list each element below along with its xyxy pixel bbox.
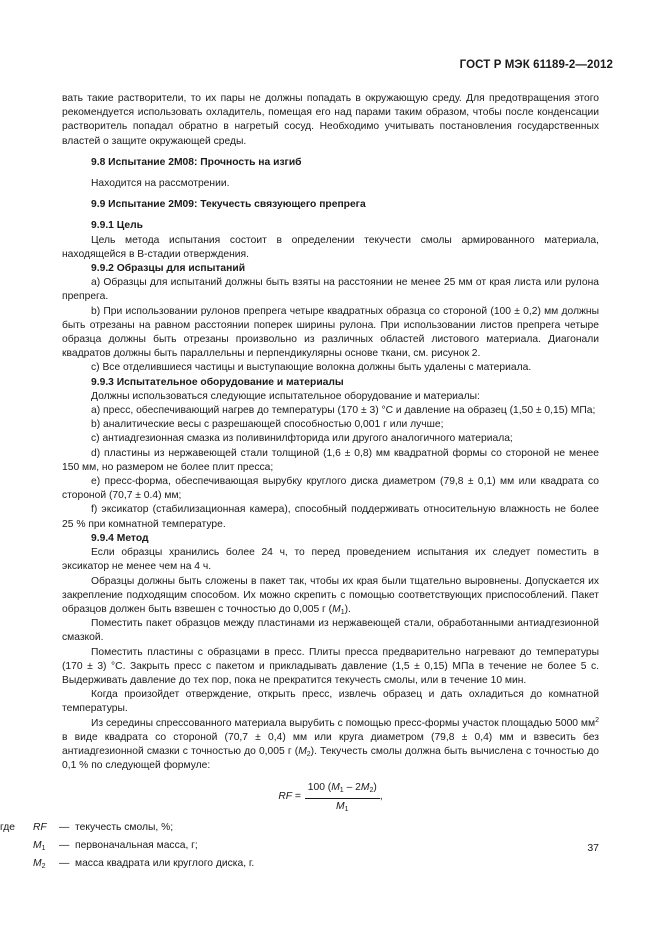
paragraph: Если образцы хранились более 24 ч, то перед проведением испытания их следует поместить в эксикатор не менее чем на 4 ч. [62,547,599,573]
paragraph: Образцы должны быть сложены в пакет так, чтобы их края были тщательно выровнены. Допускается их закрепление подходящим способом. Их можно скрепить с помощью соответствующих приспособлений. Пакет образцов должен быть взвешен с точностью до 0,005 г $(M_1)$. [62,575,599,616]
paragraph: Из середины спрессованного материала вырубить с помощью пресс-формы участок площадью 5000 $мм^2$ в виде квадрата со стороной (70,7 ± 0,4) мм или круга диаметром (79,8 ± 0,4) мм и взвесить без антиадгезионной смазки с точностью до 0,005 г $(M_2)$. Текучесть смолы должна быть вычислена с точностью до 0,1 % по следующей формуле: [62,716,599,772]
formula-legend [0,821,599,872]
subsection-heading-9-9-2: 9.9.2 Образцы для испытаний [91,263,246,275]
section-heading-9-9: 9.9 Испытание 2М09: Текучесть связующего препрега [91,199,366,211]
list-item: е) пресс-форма, обеспечивающая вырубку круглого диска диаметром (79,8 ± 0,1) мм или квадрата со стороной (70,7 ± 0.4) мм; [62,476,599,502]
page-number: 37 [587,842,599,854]
list-item: d) пластины из нержавеющей стали толщиной (1,6 ± 0,8) мм квадратной формы со стороной не менее 150 мм, но размером не более плит пресса; [62,447,599,473]
legend-symbol: $M_1$ [33,839,46,852]
paragraph: Находится на рассмотрении. [91,178,230,190]
legend-description: текучесть смолы, %; [75,821,174,833]
legend-row: где RF — текучесть смолы, %; [0,821,599,835]
subsection-heading-9-9-1: 9.9.1 Цель [91,220,144,232]
paragraph: Цель метода испытания состоит в определении текучести смолы армированного материала, находящейся в В-стадии отверждения. [62,234,599,260]
list-item: а) пресс, обеспечивающий нагрев до температуры (170 ± 3) °С и давление на образец (1,50 ± 0,15) МПа; [91,405,596,417]
list-item: а) Образцы для испытаний должны быть взяты на расстоянии не менее 25 мм от края листа или рулона препрега. [62,277,599,303]
paragraph: Когда произойдет отверждение, открыть пресс, извлечь образец и дать охладиться до комнатной температуры. [62,689,599,715]
formula-lhs: RF = [278,791,301,803]
section-heading-9-8: 9.8 Испытание 2М08: Прочность на изгиб [91,156,302,168]
legend-row: $M_1$ — первоначальная масса, г; [33,839,198,852]
legend-description: первоначальная масса, г; [75,839,198,851]
list-item: f) эксикатор (стабилизационная камера), способный поддерживать относительную влажность не более 25 % при комнатной температуре. [62,504,599,530]
paragraph: Поместить пластины с образцами в пресс. Плиты пресса предварительно нагревают до температуры (170 ± 3) °С. Закрыть пресс с пакетом и прикладывать давление (1,5 ± 0,15) МПа в течение не более 5 с. Выдерживать давление до тех пор, пока не прекратится текучесть смолы, или в течение 10 мин. [62,646,599,686]
list-item: b) При использовании рулонов препрега четыре квадратных образца со стороной (100 ± 0,2) мм должны быть отрезаны на равном расстоянии поперек ширины рулона. При использовании листов препрега четыре образца должны быть отрезаны произвольно из различных областей листового материала. Диагонали квадратов должны быть параллельны и перпендикулярны основе ткани, см. рисунок 2. [62,305,599,360]
list-item: с) антиадгезионная смазка из поливинилфторида или другого аналогичного материала; [91,433,513,445]
formula-denominator: $M_1$ [336,800,349,813]
subsection-heading-9-9-3: 9.9.3 Испытательное оборудование и материалы [91,376,344,388]
formula-numerator: 100 $(M_1 - 2M_2)$ [305,781,380,798]
legend-row: $M_2$ — масса квадрата или круглого диска, г. [33,858,255,871]
where-label: где [0,821,16,833]
legend-description: масса квадрата или круглого диска, г. [75,858,255,870]
paragraph: Поместить пакет образцов между пластинами из нержавеющей стали, обработанными антиадгезионной смазкой. [62,618,599,644]
list-item: b) аналитические весы с разрешающей способностью 0,001 г или лучше; [91,419,444,431]
resin-flow-formula: RF = $\frac{100 (M_1 - 2M_2)}{M_1}$ , [278,782,383,813]
legend-symbol: RF [33,821,47,833]
list-item: с) Все отделившиеся частицы и выступающие волокна должны быть удалены с материала. [91,362,532,374]
paragraph: вать такие растворители, то их пары не должны попадать в окружающую среду. Для предотвращения этого рекомендуется использовать охладитель, помещая его над парами таким образом, чтобы после конденсации растворитель попадал обратно в нагретый сосуд. Необходимо учитывать постановления государственных властей о защите окружающей среды. [62,93,599,147]
legend-symbol: $M_2$ [33,858,46,871]
formula-fraction [305,781,380,813]
subsection-heading-9-9-4: 9.9.4 Метод [91,532,149,544]
paragraph: Должны использоваться следующие испытательное оборудование и материалы: [91,390,480,402]
document-header: ГОСТ Р МЭК 61189-2—2012 [459,59,613,71]
document-body [0,92,599,871]
